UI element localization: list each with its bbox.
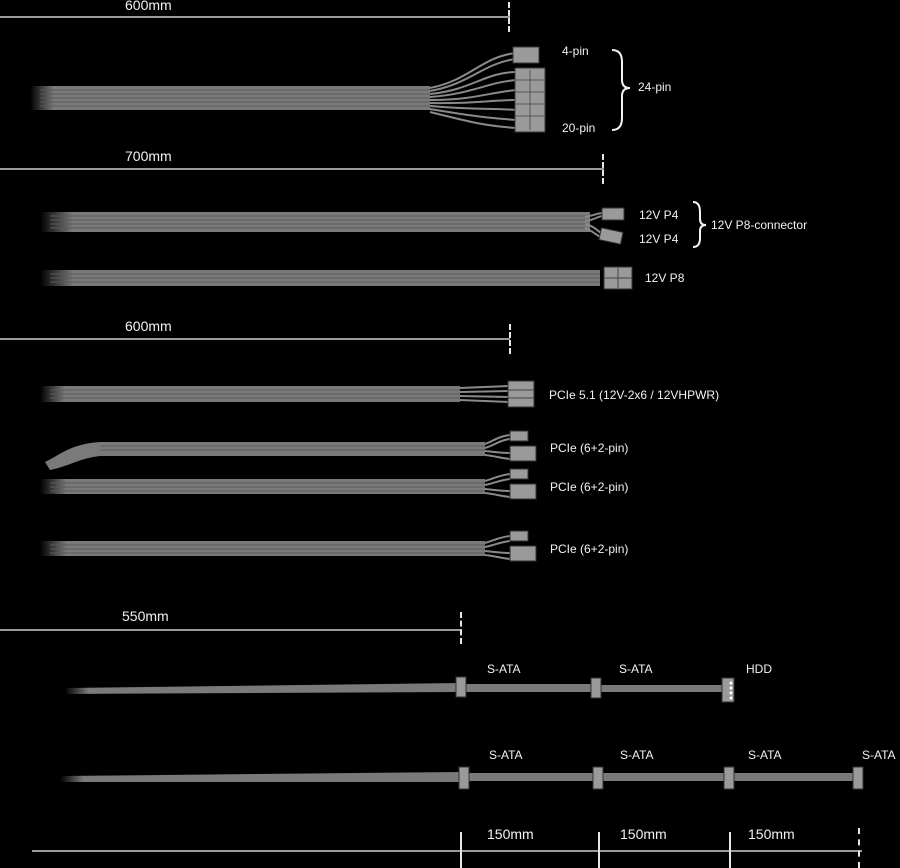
label-sata-r2-3: S-ATA bbox=[748, 748, 782, 762]
label-pcie-c: PCIe (6+2-pin) bbox=[550, 542, 629, 556]
label-p4-a: 12V P4 bbox=[639, 208, 679, 222]
cpu-length-tick bbox=[602, 154, 604, 184]
label-sata-r2-2: S-ATA bbox=[620, 748, 654, 762]
label-p4-b: 12V P4 bbox=[639, 232, 679, 246]
label-20pin: 20-pin bbox=[562, 121, 596, 135]
pcie-cable-b bbox=[40, 469, 536, 499]
pcie51-cable bbox=[40, 381, 534, 407]
brace-p8-connector bbox=[693, 202, 706, 247]
atx-length-tick bbox=[508, 2, 510, 32]
label-pcie-b: PCIe (6+2-pin) bbox=[550, 480, 629, 494]
pcie-cable-a bbox=[45, 431, 536, 470]
connector-p4-b bbox=[599, 228, 623, 244]
spacing-label-3: 150mm bbox=[748, 826, 795, 842]
connector-4pin bbox=[513, 47, 539, 63]
label-hdd: HDD bbox=[746, 662, 772, 676]
sata-length-line bbox=[0, 629, 462, 631]
sata-connector bbox=[459, 767, 469, 789]
label-p8-connector: 12V P8-connector bbox=[711, 218, 808, 232]
pcie-length-tick bbox=[509, 324, 511, 354]
label-pcie51: PCIe 5.1 (12V-2x6 / 12VHPWR) bbox=[549, 388, 720, 402]
spacing-tick-3 bbox=[729, 832, 731, 868]
atx-length-label: 600mm bbox=[125, 0, 172, 13]
label-4pin: 4-pin bbox=[562, 44, 589, 58]
spacing-tick-1 bbox=[460, 832, 462, 868]
atx-length-line bbox=[0, 16, 510, 18]
cpu-length-label: 700mm bbox=[125, 148, 172, 164]
label-sata-r1-2: S-ATA bbox=[619, 662, 653, 676]
sata-connector bbox=[853, 767, 863, 789]
cpu-p4-split-cable bbox=[40, 202, 706, 247]
spacing-label-1: 150mm bbox=[487, 826, 534, 842]
sata-cable-row1 bbox=[65, 677, 734, 702]
sata-connector bbox=[593, 767, 603, 789]
label-pcie-a: PCIe (6+2-pin) bbox=[550, 441, 629, 455]
sata-cable-row2 bbox=[60, 767, 863, 789]
spacing-tick-2 bbox=[598, 832, 600, 868]
label-sata-r2-1: S-ATA bbox=[489, 748, 523, 762]
spacing-label-2: 150mm bbox=[620, 826, 667, 842]
sata-length-tick bbox=[460, 612, 462, 644]
label-24pin: 24-pin bbox=[638, 80, 672, 94]
pcie-length-line bbox=[0, 338, 510, 340]
cpu-p8-cable bbox=[40, 267, 632, 289]
sata-connector bbox=[591, 678, 601, 698]
spacing-line bbox=[32, 850, 862, 852]
cpu-length-line bbox=[0, 168, 604, 170]
label-sata-r1-1: S-ATA bbox=[487, 662, 521, 676]
sata-connector bbox=[456, 677, 466, 697]
pcie-length-label: 600mm bbox=[125, 318, 172, 334]
brace-24pin bbox=[612, 50, 630, 130]
pcie-cable-c bbox=[40, 531, 536, 561]
atx-24pin-cable bbox=[30, 47, 630, 132]
spacing-tick-4 bbox=[858, 828, 860, 868]
connector-p4-a bbox=[602, 208, 624, 220]
sata-connector bbox=[724, 767, 734, 789]
connector-12vhpwr bbox=[508, 381, 534, 407]
label-p8: 12V P8 bbox=[645, 271, 685, 285]
label-sata-r2-4: S-ATA bbox=[862, 748, 896, 762]
sata-length-label: 550mm bbox=[122, 608, 169, 624]
